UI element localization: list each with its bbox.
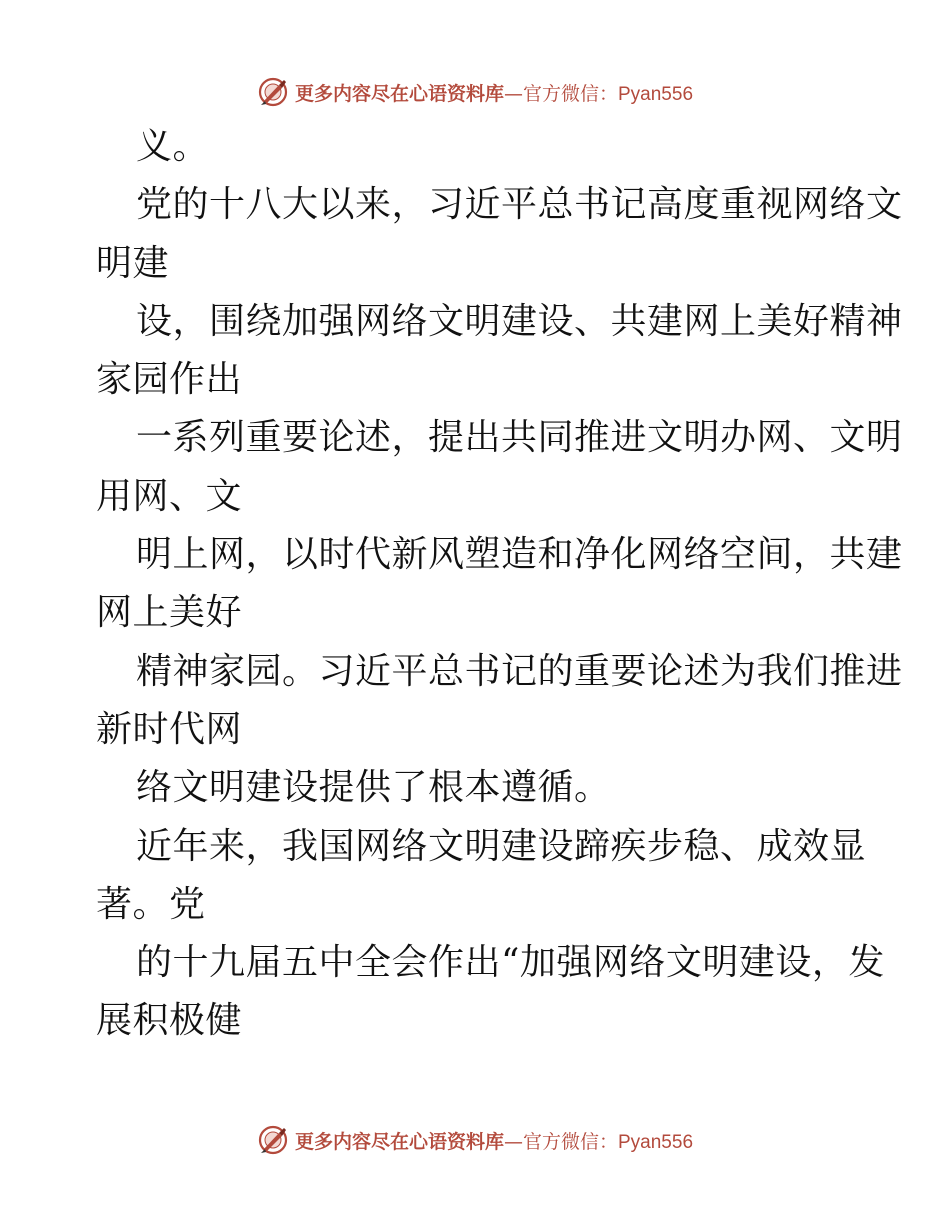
body-line: 近年来，我国网络文明建设蹄疾步稳、成效显 (136, 825, 867, 867)
header-banner-text (295, 79, 693, 106)
footer-library-text: 更多内容尽在心语资料库 (294, 1130, 504, 1153)
body-line: 一系列重要论述，提出共同推进文明办网、文明 (136, 417, 903, 459)
body-line: 网上美好 (96, 592, 243, 634)
header-official-text: 官方微信： (522, 82, 618, 105)
body-line: 明上网，以时代新风塑造和净化网络空间，共建 (136, 534, 903, 576)
header-library-text: 更多内容尽在心语资料库 (294, 82, 504, 105)
body-line: 党的十八大以来，习近平总书记高度重视网络文 (136, 184, 903, 226)
footer-wechat-id: Pyan556 (618, 1131, 694, 1153)
body-line: 义。 (136, 126, 210, 167)
body-line: 设，围绕加强网络文明建设、共建网上美好精神 (136, 300, 903, 342)
header-wechat-id: Pyan556 (618, 83, 694, 105)
body-line: 精神家园。习近平总书记的重要论述为我们推进 (136, 650, 903, 692)
body-line: 的十九届五中全会作出“加强网络文明建设，发 (136, 942, 885, 984)
body-line: 家园作出 (96, 359, 243, 401)
header-banner (0, 72, 950, 112)
footer-banner-text (295, 1127, 693, 1154)
body-line: 用网、文 (96, 475, 243, 517)
footer-dash: — (503, 1130, 523, 1153)
pen-logo-icon (257, 76, 289, 108)
body-line: 著。党 (96, 883, 206, 925)
body-line: 络文明建设提供了根本遵循。 (136, 767, 611, 809)
document-body (96, 118, 903, 1051)
header-dash: — (503, 82, 523, 105)
body-line: 明建 (96, 242, 170, 284)
footer-banner (0, 1120, 950, 1160)
body-line: 新时代网 (96, 708, 243, 750)
footer-official-text: 官方微信： (522, 1130, 618, 1153)
pen-logo-icon (257, 1124, 289, 1156)
body-line: 展积极健 (96, 1000, 243, 1042)
